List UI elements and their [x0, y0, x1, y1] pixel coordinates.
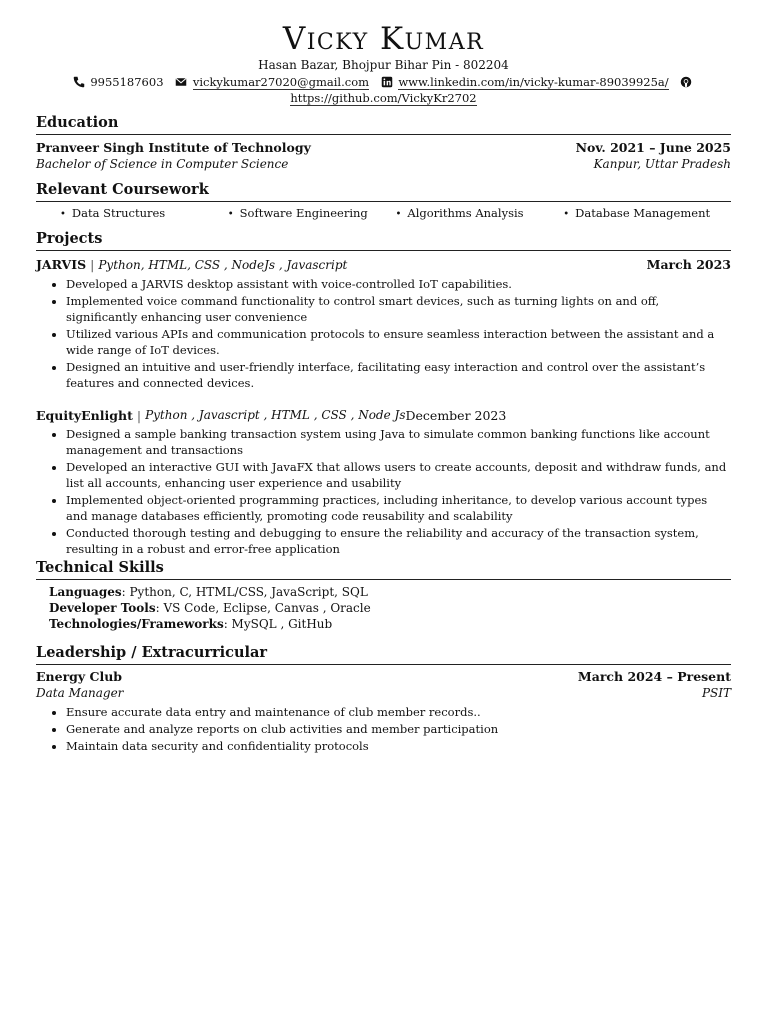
leadership-place: PSIT [701, 686, 731, 700]
list-item: • Data Structures [60, 206, 228, 222]
project-header: JARVIS | Python, HTML, CSS , NodeJs , Javascript March 2023 [36, 257, 731, 272]
list-item: • Ensure accurate data entry and maintenance of club member records.. [66, 704, 731, 720]
project-tech: Python, HTML, CSS , NodeJs , Javascript [98, 258, 348, 272]
linkedin-item[interactable] [381, 74, 669, 90]
list-item: • Conducted thorough testing and debugging to ensure the reliability and accuracy of the transaction system, resulting in a robust and error-free application [66, 525, 731, 557]
skills-section-title: Technical Skills [36, 559, 731, 580]
contact-line [36, 74, 731, 90]
skills-key: Developer Tools [49, 601, 156, 615]
leadership-row [36, 668, 731, 685]
education-row [36, 139, 731, 156]
skills-value: : MySQL , GitHub [223, 617, 333, 631]
list-item: • Software Engineering [228, 206, 396, 222]
phone-number: 9955187603 [90, 75, 164, 89]
list-item: • Database Management [563, 206, 731, 222]
projects-section-title: Projects [36, 230, 731, 251]
list-item: • Implemented voice command functionality to control smart devices, such as turning lights on and off, significantly enhancing user convenience [66, 293, 731, 325]
list-item: • Utilized various APIs and communication protocols to ensure seamless interaction between the assistant and a wide range of IoT devices. [66, 326, 731, 358]
phone-icon [73, 76, 85, 88]
list-item: • Algorithms Analysis [396, 206, 564, 222]
github-line [36, 90, 731, 106]
linkedin-link[interactable]: www.linkedin.com/in/vicky-kumar-89039925a/ [398, 75, 669, 89]
skills-key: Languages [49, 585, 122, 599]
project-date: March 2023 [646, 257, 731, 272]
list-item: • Designed a sample banking transaction system using Java to simulate common banking functions like account management and transactions [66, 426, 731, 458]
leadership-dates: March 2024 – Present [577, 669, 731, 684]
resume-page [36, 22, 731, 755]
list-item: • Developed a JARVIS desktop assistant with voice-controlled IoT capabilities. [66, 276, 731, 292]
skills-value: : VS Code, Eclipse, Canvas , Oracle [155, 601, 371, 615]
github-link[interactable]: https://github.com/VickyKr2702 [290, 91, 477, 105]
email-item[interactable] [175, 74, 369, 90]
skills-key: Technologies/Frameworks [49, 617, 224, 631]
organization-name: Energy Club [36, 669, 123, 684]
coursework-list [60, 206, 731, 222]
project-header: EquityEnlight | Python , Javascript , HTML , CSS , Node Js December 2023 [36, 408, 507, 423]
project-title: EquityEnlight [36, 408, 133, 423]
project-title: JARVIS [36, 257, 87, 272]
leadership-bullets [36, 704, 731, 754]
leadership-section-title: Leadership / Extracurricular [36, 644, 731, 665]
degree: Bachelor of Science in Computer Science [36, 157, 289, 171]
github-item[interactable] [680, 74, 694, 90]
education-detail-row [36, 156, 731, 173]
project-tech: Python , Javascript , HTML , CSS , Node Js [145, 408, 406, 422]
project-bullets [36, 276, 731, 391]
list-item: • Implemented object-oriented programming practices, including inheritance, to develop various account types and manage databases efficiently, promoting code reusability and scalability [66, 492, 731, 524]
institution-name: Pranveer Singh Institute of Technology [36, 140, 311, 155]
role-title: Data Manager [36, 686, 124, 700]
skills-row [49, 616, 731, 632]
envelope-icon [175, 76, 187, 88]
email-link[interactable]: vickykumar27020@gmail.com [192, 75, 370, 89]
skills-row [49, 584, 731, 600]
leadership-detail-row [36, 685, 731, 702]
project-date: December 2023 [405, 408, 507, 423]
skills-value: : Python, C, HTML/CSS, JavaScript, SQL [121, 585, 368, 599]
github-icon [680, 76, 692, 88]
coursework-section-title: Relevant Coursework [36, 181, 731, 202]
list-item: • Maintain data security and confidentiality protocols [66, 738, 731, 754]
education-location: Kanpur, Uttar Pradesh [593, 157, 731, 171]
list-item: • Developed an interactive GUI with JavaFX that allows users to create accounts, deposit and withdraw funds, and list all accounts, enhancing user experience and usability [66, 459, 731, 491]
skills-row [49, 600, 731, 616]
education-section-title: Education [36, 114, 731, 135]
address: Hasan Bazar, Bhojpur Bihar Pin - 802204 [258, 58, 509, 72]
linkedin-icon [381, 76, 393, 88]
list-item: • Designed an intuitive and user-friendly interface, facilitating easy interaction and control over the assistant’s features and connected devices. [66, 359, 731, 391]
project-bullets [36, 426, 731, 557]
education-dates: Nov. 2021 – June 2025 [575, 140, 731, 155]
phone-item [73, 74, 164, 90]
skills-list [49, 584, 731, 632]
list-item: • Generate and analyze reports on club activities and member participation [66, 721, 731, 737]
candidate-name: Vicky Kumar [282, 21, 485, 57]
